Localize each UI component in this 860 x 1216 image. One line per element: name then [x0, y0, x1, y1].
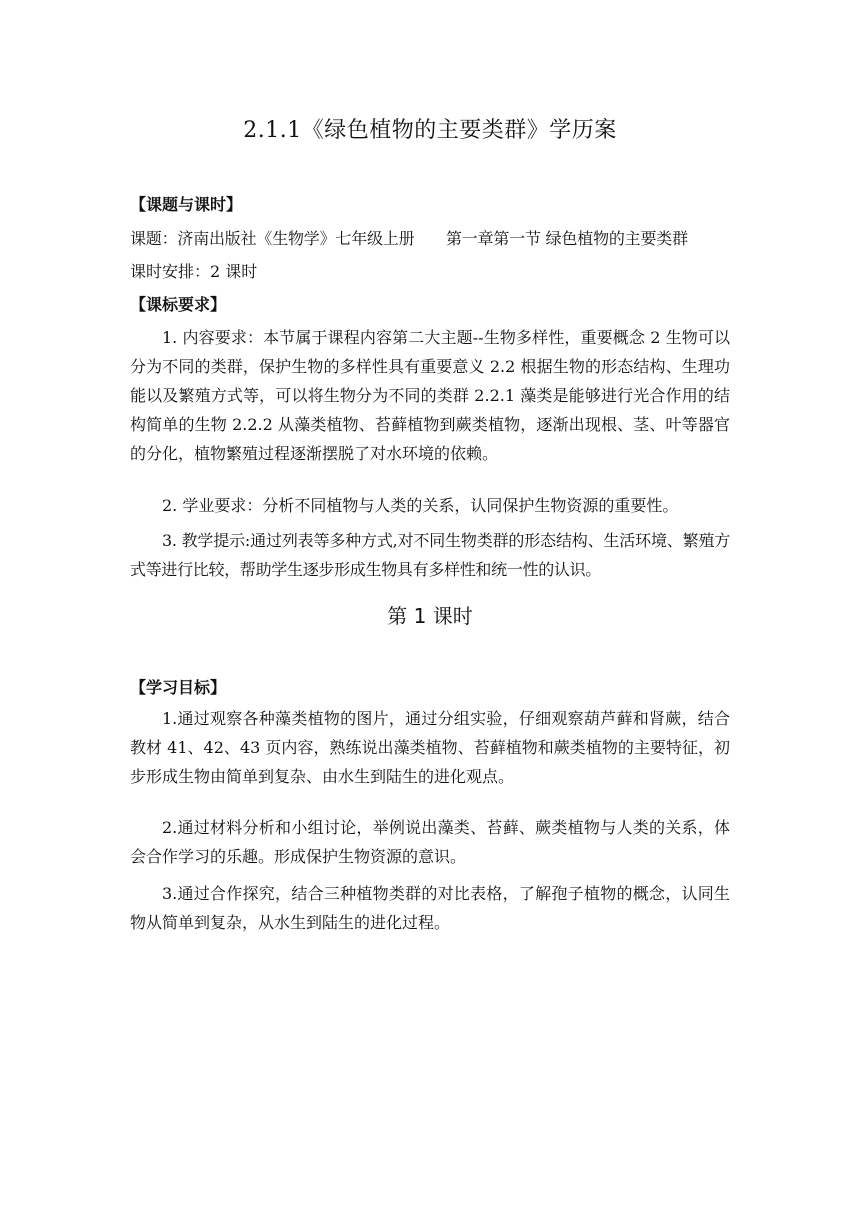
- requirement-2: 2. 学业要求：分析不同植物与人类的关系，认同保护生物资源的重要性。: [162, 496, 679, 515]
- lesson-title: 第 1 课时: [387, 604, 473, 628]
- requirement-1: 1. 内容要求：本节属于课程内容第二大主题--生物多样性，重要概念 2 生物可以分为不同的类群，保护生物的多样性具有重要意义 2.2 根据生物的形态结构、生理功能以及繁殖方式等，可以将生物分为不同的类群 2.2.1 藻类是能够进行光合作用的结构简单的生物 2.2.2 从藻类植物、苔藓植物到蕨类植物，逐渐出现根、茎、叶等器官的分化，植物繁殖过程逐渐摆脱了对水环境的依赖。: [130, 328, 730, 463]
- requirement-3: 3. 教学提示:通过列表等多种方式,对不同生物类群的形态结构、生活环境、繁殖方式等进行比较，帮助学生逐步形成生物具有多样性和统一性的认识。: [130, 531, 730, 579]
- goal-1: 1.通过观察各种藻类植物的图片，通过分组实验，仔细观察葫芦藓和肾蕨，结合教材 41、42、43 页内容，熟练说出藻类植物、苔藓植物和蕨类植物的主要特征，初步形成生物由简单到复杂、由水生到陆生的进化观点。: [130, 709, 730, 786]
- goal-3: 3.通过合作探究，结合三种植物类群的对比表格，了解孢子植物的概念，认同生物从简单到复杂，从水生到陆生的进化过程。: [130, 884, 730, 932]
- hours-line: 课时安排：2 课时: [130, 262, 258, 281]
- goal-2: 2.通过材料分析和小组讨论，举例说出藻类、苔藓、蕨类植物与人类的关系，体会合作学习的乐趣。形成保护生物资源的意识。: [130, 818, 730, 866]
- document-title: 2.1.1《绿色植物的主要类群》学历案: [243, 118, 617, 143]
- section-heading-standard: 【课标要求】: [130, 295, 227, 314]
- section-heading-goals: 【学习目标】: [130, 678, 227, 697]
- section-heading-topic: 【课题与课时】: [130, 195, 243, 214]
- topic-line: 课题：济南出版社《生物学》七年级上册 第一章第一节 绿色植物的主要类群: [130, 229, 688, 248]
